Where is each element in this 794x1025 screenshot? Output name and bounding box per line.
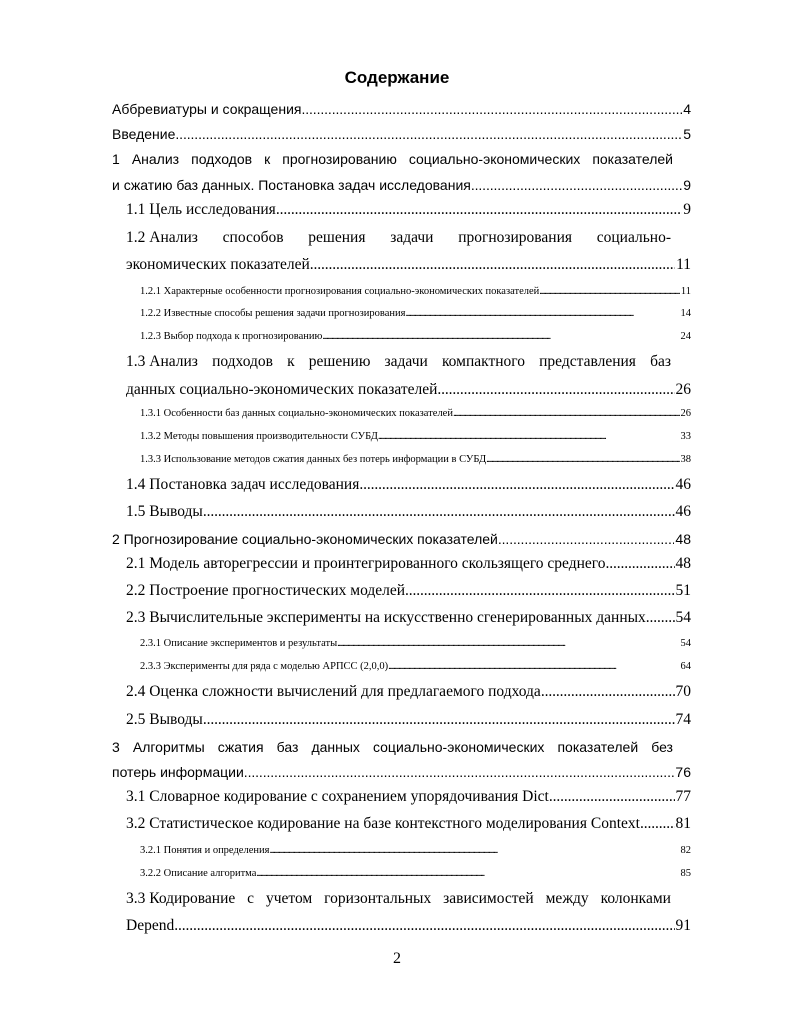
toc-entry-text: 2.1 Модель авторегрессии и проинтегрированного скользящего среднего bbox=[126, 555, 606, 572]
word: подходов bbox=[191, 151, 253, 167]
toc-entry-1-3-3[interactable] bbox=[140, 454, 691, 465]
dot-leader bbox=[359, 476, 674, 494]
toc-page-number: 5 bbox=[683, 126, 691, 142]
word: решению bbox=[308, 353, 371, 370]
dot-leader bbox=[174, 917, 674, 935]
word: учетом bbox=[265, 890, 313, 907]
word: компактного bbox=[441, 353, 525, 370]
toc-entry-3-1[interactable] bbox=[126, 788, 691, 806]
toc-entry-3-3-line-1 bbox=[126, 890, 671, 908]
toc-page-number: 85 bbox=[680, 868, 691, 879]
dot-leader bbox=[244, 764, 675, 780]
dot-leader bbox=[549, 788, 675, 806]
toc-entry-2-3[interactable] bbox=[126, 609, 691, 627]
toc-page-number: 70 bbox=[675, 683, 691, 700]
toc-page-number: 4 bbox=[683, 101, 691, 117]
dot-leader bbox=[301, 101, 682, 117]
dot-leader bbox=[437, 381, 674, 399]
word: задачи bbox=[390, 229, 434, 246]
toc-entry-text: Аббревиатуры и сокращения bbox=[112, 101, 302, 117]
dot-leader bbox=[310, 256, 675, 274]
toc-page-number: 76 bbox=[675, 764, 691, 780]
toc-page-number: 91 bbox=[675, 917, 691, 934]
toc-entry-2-4[interactable] bbox=[126, 683, 691, 701]
toc-page-number: 26 bbox=[680, 408, 691, 419]
toc-entry-text: 1.2.2 Известные способы решения задачи прогнозирования bbox=[140, 308, 406, 319]
toc-page-number: 9 bbox=[683, 201, 691, 218]
toc-entry-text: и сжатию баз данных. Постановка задач исследования bbox=[112, 177, 471, 193]
dot-leader bbox=[405, 308, 679, 319]
toc-page-number: 48 bbox=[675, 555, 691, 572]
toc-entry-text: потерь информации bbox=[112, 764, 244, 780]
dot-leader bbox=[606, 555, 675, 573]
word: 3 bbox=[112, 739, 120, 755]
toc-entry-text: экономических показателей bbox=[126, 256, 310, 273]
toc-entry-text: 3.2 Статистическое кодирование на базе контекстного моделирования Context bbox=[126, 815, 640, 832]
toc-page-number: 54 bbox=[675, 609, 691, 626]
word: 1.2 Анализ bbox=[126, 229, 198, 246]
dot-leader bbox=[388, 661, 679, 672]
toc-entry-1-3-line-1 bbox=[126, 353, 671, 371]
word: сжатия bbox=[217, 739, 264, 755]
word: решения bbox=[308, 229, 366, 246]
toc-entry-text: Введение bbox=[112, 126, 176, 142]
dot-leader bbox=[471, 177, 682, 193]
word: задачи bbox=[384, 353, 428, 370]
toc-page-number: 77 bbox=[675, 788, 691, 805]
toc-entry-text: 1.2.1 Характерные особенности прогнозирования социально-экономических показателей bbox=[140, 286, 540, 297]
dot-leader bbox=[541, 683, 675, 701]
word: социально- bbox=[596, 229, 671, 246]
toc-entry-1-2[interactable] bbox=[126, 256, 691, 274]
toc-page-number: 9 bbox=[683, 177, 691, 193]
word: между bbox=[545, 890, 589, 907]
dot-leader bbox=[453, 408, 680, 419]
word: представления bbox=[539, 353, 636, 370]
word: баз bbox=[276, 739, 299, 755]
word: 1.3 Анализ bbox=[126, 353, 198, 370]
toc-entry-text: Depend bbox=[126, 917, 175, 934]
toc-page-number: 46 bbox=[675, 503, 691, 520]
word: 1 bbox=[112, 151, 120, 167]
page-number: 2 bbox=[393, 950, 401, 967]
toc-entry-3-2-1[interactable] bbox=[140, 845, 691, 856]
toc-page-number: 51 bbox=[675, 582, 691, 599]
word: показателей bbox=[557, 739, 639, 755]
word: показателей bbox=[592, 151, 673, 167]
toc-page-number: 82 bbox=[680, 845, 691, 856]
toc-entry-chapter-3-line-1 bbox=[112, 739, 673, 755]
toc-page-number: 46 bbox=[675, 476, 691, 493]
dot-leader bbox=[498, 531, 675, 547]
toc-entry-text: 1.2.3 Выбор подхода к прогнозированию bbox=[140, 331, 323, 342]
toc-entry-1-5[interactable] bbox=[126, 503, 691, 521]
word: с bbox=[247, 890, 255, 907]
toc-entry-text: данных социально-экономических показателей bbox=[126, 381, 438, 398]
toc-entry-2-3-1[interactable] bbox=[140, 638, 691, 649]
toc-page-number: 14 bbox=[680, 308, 691, 319]
word: к bbox=[264, 151, 271, 167]
toc-entry-1-3[interactable] bbox=[126, 381, 691, 399]
toc-entry-text: 3.1 Словарное кодирование с сохранением упорядочивания Dict bbox=[126, 788, 549, 805]
dot-leader bbox=[539, 286, 680, 297]
toc-entry-2-1[interactable] bbox=[126, 555, 691, 573]
toc-page-number: 33 bbox=[680, 431, 691, 442]
toc-page-number: 11 bbox=[680, 286, 691, 297]
toc-entry-text: 2 Прогнозирование социально-экономических показателей bbox=[112, 531, 498, 547]
word: данных bbox=[311, 739, 360, 755]
word: подходов bbox=[212, 353, 273, 370]
dot-leader bbox=[486, 454, 679, 465]
toc-entry-1-4[interactable] bbox=[126, 476, 691, 494]
toc-entry-text: 1.5 Выводы bbox=[126, 503, 203, 520]
dot-leader bbox=[640, 815, 675, 833]
toc-page-number: 54 bbox=[680, 638, 691, 649]
toc-entry-text: 1.4 Постановка задач исследования bbox=[126, 476, 360, 493]
toc-entry-1-2-2[interactable] bbox=[140, 308, 691, 319]
toc-entry-text: 1.3.3 Использование методов сжатия данных без потерь информации в СУБД bbox=[140, 454, 487, 465]
toc-page-number: 48 bbox=[675, 531, 691, 547]
word: к bbox=[287, 353, 295, 370]
dot-leader bbox=[378, 431, 680, 442]
word: прогнозирования bbox=[458, 229, 573, 246]
toc-entry-2-2[interactable] bbox=[126, 582, 691, 600]
toc-entry-text: 1.3.1 Особенности баз данных социально-экономических показателей bbox=[140, 408, 453, 419]
toc-entry-text: 3.2.1 Понятия и определения bbox=[140, 845, 270, 856]
dot-leader bbox=[175, 126, 682, 142]
dot-leader bbox=[276, 201, 682, 219]
toc-page-number: 26 bbox=[675, 381, 691, 398]
toc-page-number: 38 bbox=[680, 454, 691, 465]
word: без bbox=[651, 739, 673, 755]
toc-entry-text: 2.5 Выводы bbox=[126, 711, 203, 728]
toc-page-number: 81 bbox=[675, 815, 691, 832]
toc-entry-chapter-1[interactable] bbox=[112, 177, 691, 193]
toc-entry-introduction[interactable] bbox=[112, 126, 691, 142]
toc-page-number: 11 bbox=[676, 256, 691, 273]
toc-page-number: 74 bbox=[675, 711, 691, 728]
dot-leader bbox=[405, 582, 674, 600]
dot-leader bbox=[646, 609, 675, 627]
toc-entry-text: 2.3 Вычислительные эксперименты на искусственно сгенерированных данных bbox=[126, 609, 646, 626]
toc-entry-3-2-2[interactable] bbox=[140, 868, 691, 879]
toc-entry-3-3[interactable] bbox=[126, 917, 691, 935]
word: Алгоритмы bbox=[132, 739, 205, 755]
word: социально-экономических bbox=[372, 739, 545, 755]
word: Анализ bbox=[131, 151, 180, 167]
dot-leader bbox=[203, 711, 675, 729]
toc-entry-1-3-1[interactable] bbox=[140, 408, 691, 419]
toc-entry-text: 2.2 Построение прогностических моделей bbox=[126, 582, 406, 599]
word: зависимостей bbox=[443, 890, 534, 907]
toc-page-number: 24 bbox=[680, 331, 691, 342]
page-title: Содержание bbox=[344, 68, 450, 87]
toc-entry-text: 2.4 Оценка сложности вычислений для предлагаемого подхода bbox=[126, 683, 541, 700]
word: прогнозированию bbox=[282, 151, 397, 167]
toc-entry-2-3-3[interactable] bbox=[140, 661, 691, 672]
word: баз bbox=[650, 353, 671, 370]
toc-entry-text: 1.3.2 Методы повышения производительности СУБД bbox=[140, 431, 378, 442]
dot-leader bbox=[337, 638, 679, 649]
dot-leader bbox=[322, 331, 679, 342]
toc-page-number: 64 bbox=[680, 661, 691, 672]
toc-entry-1-1[interactable] bbox=[126, 201, 691, 219]
dot-leader bbox=[269, 845, 679, 856]
toc-entry-text: 1.1 Цель исследования bbox=[126, 201, 276, 218]
toc-entry-3-2[interactable] bbox=[126, 815, 691, 833]
toc-entry-1-2-line-1 bbox=[126, 229, 671, 247]
toc-entry-1-2-1[interactable] bbox=[140, 286, 691, 297]
toc-entry-chapter-3[interactable] bbox=[112, 764, 691, 780]
toc-entry-abbreviations[interactable] bbox=[112, 101, 691, 117]
toc-entry-chapter-1-line-1 bbox=[112, 151, 673, 167]
toc-entry-1-2-3[interactable] bbox=[140, 331, 691, 342]
toc-entry-text: 3.2.2 Описание алгоритма bbox=[140, 868, 257, 879]
dot-leader bbox=[203, 503, 675, 521]
toc-entry-text: 2.3.3 Эксперименты для ряда с моделью АРПСС (2,0,0) bbox=[140, 661, 389, 672]
toc-entry-1-3-2[interactable] bbox=[140, 431, 691, 442]
toc-entry-2-5[interactable] bbox=[126, 711, 691, 729]
word: 3.3 Кодирование bbox=[126, 890, 236, 907]
toc-entry-text: 2.3.1 Описание экспериментов и результаты bbox=[140, 638, 338, 649]
word: горизонтальных bbox=[324, 890, 432, 907]
word: способов bbox=[222, 229, 284, 246]
word: колонками bbox=[600, 890, 671, 907]
word: социально-экономических bbox=[408, 151, 581, 167]
toc-entry-chapter-2[interactable] bbox=[112, 531, 691, 547]
dot-leader bbox=[256, 868, 679, 879]
